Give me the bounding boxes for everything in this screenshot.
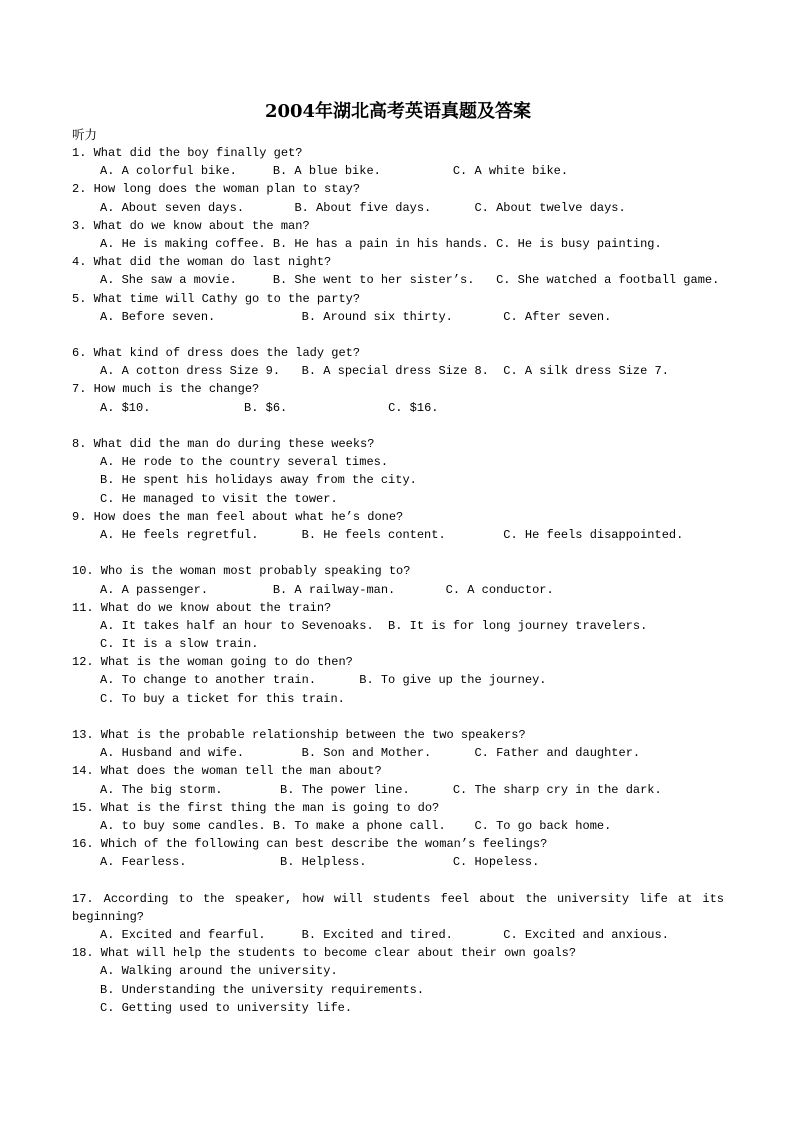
question-item xyxy=(72,890,724,945)
question-text: 4. What did the woman do last night? xyxy=(72,255,332,270)
answer-option: A. It takes half an hour to Sevenoaks. B. It is for long journey travelers. xyxy=(100,618,648,633)
options-row xyxy=(72,581,724,599)
answer-option: A. A passenger. xyxy=(100,582,273,597)
answer-option: B. She went to her sister’s. xyxy=(272,273,497,288)
spacer xyxy=(72,708,724,726)
question-item xyxy=(72,180,724,216)
options-row xyxy=(72,362,724,380)
options-row xyxy=(72,199,724,217)
answer-option: B. He spent his holidays away from the city. xyxy=(100,473,417,488)
answer-option: B. Excited and tired. xyxy=(301,928,504,943)
question-item xyxy=(72,253,724,289)
answer-option: A. She saw a movie. xyxy=(100,273,273,288)
options-row xyxy=(72,399,724,417)
answer-option: A. Fearless. xyxy=(100,855,281,870)
spacer xyxy=(72,544,724,562)
question-item xyxy=(72,799,724,835)
question-item xyxy=(72,144,724,180)
answer-option: A. Husband and wife. xyxy=(100,746,302,761)
question-text: 1. What did the boy finally get? xyxy=(72,146,303,160)
question-text: 18. What will help the students to become clear about their own goals? xyxy=(72,946,577,961)
answer-option: A. He feels regretful. xyxy=(100,527,302,542)
page-title: 2004年湖北高考英语真题及答案 xyxy=(264,101,532,122)
answer-option: A. A cotton dress Size 9. xyxy=(100,364,302,379)
answer-option: C. Getting used to university life. xyxy=(100,1000,353,1015)
answer-option: C. A conductor. xyxy=(445,582,554,597)
question-item xyxy=(72,944,724,1017)
question-text: 14. What does the woman tell the man about? xyxy=(72,764,382,779)
question-item xyxy=(72,508,724,563)
question-text: 13. What is the probable relationship between the two speakers? xyxy=(72,728,526,742)
exam-page xyxy=(72,100,724,1017)
answer-option: C. A silk dress Size 7. xyxy=(503,364,669,379)
question-item xyxy=(72,344,724,380)
options-row xyxy=(72,817,724,835)
answer-option: A. Before seven. xyxy=(100,309,302,324)
answer-option: B. Understanding the university requirements. xyxy=(100,982,425,997)
question-item xyxy=(72,653,724,726)
question-text: 2. How long does the woman plan to stay? xyxy=(72,182,361,197)
answer-option: B. A railway-man. xyxy=(272,582,446,597)
question-text: 17. According to the speaker, how will students feel about the university life at its beginning? xyxy=(72,891,724,924)
answer-option: A. He rode to the country several times. xyxy=(100,455,389,470)
question-item xyxy=(72,290,724,345)
question-item xyxy=(72,762,724,798)
answer-option: C. Excited and anxious. xyxy=(503,928,669,943)
answer-option: C. A white bike. xyxy=(452,164,569,179)
question-item xyxy=(72,217,724,253)
answer-option: B. A special dress Size 8. xyxy=(301,364,504,379)
question-item xyxy=(72,380,724,435)
question-text: 12. What is the woman going to do then? xyxy=(72,655,353,670)
answer-option: C. Hopeless. xyxy=(452,855,540,870)
answer-option: C. About twelve days. xyxy=(474,200,626,215)
options-row xyxy=(72,235,724,253)
answer-option: C. After seven. xyxy=(503,309,612,324)
answer-option: B. $6. xyxy=(244,400,389,415)
question-text: 5. What time will Cathy go to the party? xyxy=(72,291,361,306)
spacer xyxy=(72,417,724,435)
options-row xyxy=(72,308,724,326)
question-list xyxy=(72,144,724,1017)
answer-option: B. Helpless. xyxy=(280,855,453,870)
question-item xyxy=(72,726,724,762)
answer-option: C. To go back home. xyxy=(474,818,612,833)
answer-option: C. Father and daughter. xyxy=(474,746,641,761)
options-row xyxy=(72,926,724,944)
question-text: 11. What do we know about the train? xyxy=(72,600,332,615)
answer-option: A. Excited and fearful. xyxy=(100,928,302,943)
question-text: 10. Who is the woman most probably speaking to? xyxy=(72,564,411,579)
options-row xyxy=(72,781,724,799)
question-item xyxy=(72,562,724,598)
spacer xyxy=(72,872,724,890)
answer-option: A. He is making coffee. xyxy=(100,236,273,251)
answer-option: C. He managed to visit the tower. xyxy=(100,491,338,506)
question-item xyxy=(72,835,724,890)
answer-option: A. About seven days. xyxy=(100,200,295,215)
answer-option: B. He has a pain in his hands. xyxy=(272,236,497,251)
options-row xyxy=(72,162,724,180)
question-text: 8. What did the man do during these weeks? xyxy=(72,437,375,451)
answer-option: C. She watched a football game. xyxy=(496,273,720,288)
question-text: 6. What kind of dress does the lady get? xyxy=(72,346,361,361)
answer-option: C. He is busy painting. xyxy=(496,236,662,251)
answer-option: C. The sharp cry in the dark. xyxy=(452,782,662,797)
question-text: 15. What is the first thing the man is going to do? xyxy=(72,800,440,815)
question-text: 3. What do we know about the man? xyxy=(72,218,310,233)
answer-option: B. He feels content. xyxy=(301,527,504,542)
options-row xyxy=(72,526,724,544)
question-text: 7. How much is the change? xyxy=(72,382,260,397)
spacer xyxy=(72,326,724,344)
options-row xyxy=(72,744,724,762)
answer-option: C. He feels disappointed. xyxy=(503,527,684,542)
answer-option: A. $10. xyxy=(100,400,245,415)
answer-option: B. The power line. xyxy=(280,782,453,797)
answer-option: C. It is a slow train. xyxy=(100,637,259,652)
section-label: 听力 xyxy=(72,127,98,142)
answer-option: C. $16. xyxy=(388,400,439,415)
answer-option: C. To buy a ticket for this train. xyxy=(100,691,345,706)
question-item xyxy=(72,435,724,508)
answer-option: B. Around six thirty. xyxy=(301,309,504,324)
answer-option: A. To change to another train. B. To give up the journey. xyxy=(100,673,547,688)
answer-option: B. About five days. xyxy=(294,200,475,215)
answer-option: A. to buy some candles. xyxy=(100,818,273,833)
options-row xyxy=(72,853,724,871)
question-text: 9. How does the man feel about what he’s done? xyxy=(72,509,404,524)
question-text: 16. Which of the following can best describe the woman’s feelings? xyxy=(72,837,548,852)
options-row xyxy=(72,271,724,289)
answer-option: B. Son and Mother. xyxy=(301,746,475,761)
answer-option: A. The big storm. xyxy=(100,782,281,797)
answer-option: B. To make a phone call. xyxy=(272,818,475,833)
question-item xyxy=(72,599,724,654)
answer-option: A. A colorful bike. xyxy=(100,164,273,179)
answer-option: B. A blue bike. xyxy=(272,164,453,179)
answer-option: A. Walking around the university. xyxy=(100,964,338,979)
